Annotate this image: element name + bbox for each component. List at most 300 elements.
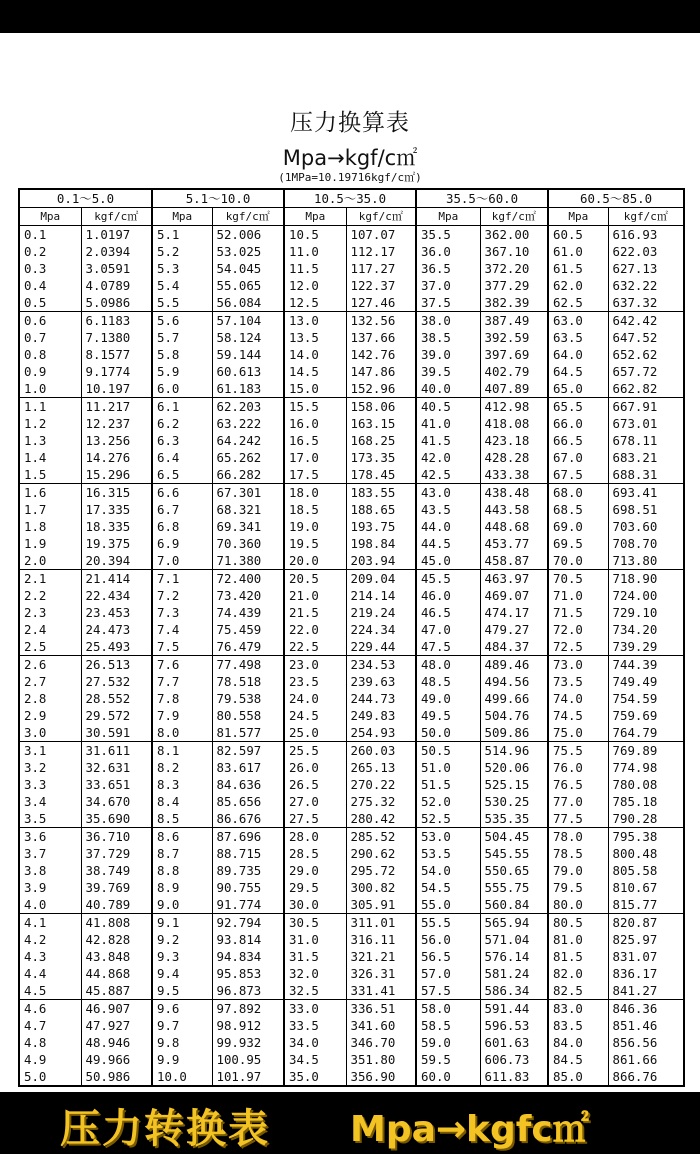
kgf-cell: 81.577 — [212, 724, 284, 742]
kgf-cell: 82.597 — [212, 742, 284, 760]
mpa-cell: 64.5 — [548, 363, 608, 380]
mpa-cell: 5.1 — [152, 226, 212, 244]
table-row — [19, 226, 684, 244]
mpa-cell: 3.4 — [19, 793, 81, 810]
kgf-cell: 280.42 — [346, 810, 416, 828]
mpa-cell: 2.1 — [19, 570, 81, 588]
kgf-cell: 48.946 — [81, 1034, 152, 1051]
mpa-cell: 2.4 — [19, 621, 81, 638]
mpa-cell: 13.5 — [284, 329, 346, 346]
mpa-cell: 3.7 — [19, 845, 81, 862]
table-row — [19, 380, 684, 398]
mpa-cell: 44.5 — [416, 535, 480, 552]
kgf-cell: 458.87 — [480, 552, 548, 570]
page-subtitle: Mpa→kgf/c㎡ — [282, 146, 418, 170]
mpa-cell: 23.0 — [284, 656, 346, 674]
table-row — [19, 931, 684, 948]
mpa-cell: 2.9 — [19, 707, 81, 724]
table-row — [19, 312, 684, 330]
kgf-cell: 627.13 — [608, 260, 684, 277]
kgf-cell: 555.75 — [480, 879, 548, 896]
mpa-cell: 0.3 — [19, 260, 81, 277]
kgf-cell: 729.10 — [608, 604, 684, 621]
kgf-cell: 800.48 — [608, 845, 684, 862]
table-row — [19, 570, 684, 588]
table-row — [19, 673, 684, 690]
range-header: 5.1～10.0 — [152, 189, 284, 208]
mpa-cell: 18.0 — [284, 484, 346, 502]
kgf-cell: 667.91 — [608, 398, 684, 416]
kgf-cell: 52.006 — [212, 226, 284, 244]
top-black-bar — [0, 0, 700, 33]
kgf-cell: 47.927 — [81, 1017, 152, 1034]
range-header-row — [19, 189, 684, 208]
mpa-cell: 17.5 — [284, 466, 346, 484]
mpa-cell: 3.6 — [19, 828, 81, 846]
kgf-cell: 596.53 — [480, 1017, 548, 1034]
mpa-cell: 2.8 — [19, 690, 81, 707]
kgf-cell: 443.58 — [480, 501, 548, 518]
banner-title: 压力转换表 — [60, 1106, 270, 1152]
kgf-cell: 428.28 — [480, 449, 548, 466]
kgf-cell: 392.59 — [480, 329, 548, 346]
mpa-cell: 48.0 — [416, 656, 480, 674]
mpa-cell: 4.8 — [19, 1034, 81, 1051]
mpa-cell: 5.3 — [152, 260, 212, 277]
conversion-table — [18, 188, 685, 1087]
kgf-cell: 41.808 — [81, 914, 152, 932]
kgf-cell: 764.79 — [608, 724, 684, 742]
mpa-cell: 21.0 — [284, 587, 346, 604]
mpa-cell: 7.7 — [152, 673, 212, 690]
mpa-cell: 7.9 — [152, 707, 212, 724]
kgf-cell: 84.636 — [212, 776, 284, 793]
kgf-cell: 362.00 — [480, 226, 548, 244]
mpa-cell: 44.0 — [416, 518, 480, 535]
kgf-cell: 198.84 — [346, 535, 416, 552]
kgf-cell: 24.473 — [81, 621, 152, 638]
mpa-cell: 11.5 — [284, 260, 346, 277]
mpa-cell: 12.5 — [284, 294, 346, 312]
mpa-cell: 6.5 — [152, 466, 212, 484]
kgf-cell: 387.49 — [480, 312, 548, 330]
kgf-cell: 815.77 — [608, 896, 684, 914]
kgf-cell: 73.420 — [212, 587, 284, 604]
mpa-cell: 61.5 — [548, 260, 608, 277]
kgf-cell: 209.04 — [346, 570, 416, 588]
mpa-cell: 4.9 — [19, 1051, 81, 1068]
kgf-cell: 63.222 — [212, 415, 284, 432]
kgf-cell: 2.0394 — [81, 243, 152, 260]
mpa-cell: 0.8 — [19, 346, 81, 363]
kgf-cell: 474.17 — [480, 604, 548, 621]
range-header: 10.5～35.0 — [284, 189, 416, 208]
kgf-cell: 780.08 — [608, 776, 684, 793]
mpa-cell: 7.8 — [152, 690, 212, 707]
mpa-cell: 41.5 — [416, 432, 480, 449]
kgf-cell: 6.1183 — [81, 312, 152, 330]
mpa-cell: 85.0 — [548, 1068, 608, 1086]
mpa-cell: 67.0 — [548, 449, 608, 466]
mpa-cell: 63.5 — [548, 329, 608, 346]
kgf-cell: 5.0986 — [81, 294, 152, 312]
kgf-cell: 91.774 — [212, 896, 284, 914]
kgf-cell: 152.96 — [346, 380, 416, 398]
kgf-cell: 19.375 — [81, 535, 152, 552]
mpa-cell: 57.5 — [416, 982, 480, 1000]
mpa-cell: 27.5 — [284, 810, 346, 828]
mpa-cell: 0.9 — [19, 363, 81, 380]
mpa-cell: 20.0 — [284, 552, 346, 570]
mpa-cell: 47.0 — [416, 621, 480, 638]
kgf-cell: 132.56 — [346, 312, 416, 330]
mpa-cell: 36.0 — [416, 243, 480, 260]
kgf-cell: 26.513 — [81, 656, 152, 674]
kgf-cell: 703.60 — [608, 518, 684, 535]
kgf-cell: 545.55 — [480, 845, 548, 862]
kgf-cell: 54.045 — [212, 260, 284, 277]
mpa-cell: 59.0 — [416, 1034, 480, 1051]
kgf-cell: 418.08 — [480, 415, 548, 432]
kgf-cell: 50.986 — [81, 1068, 152, 1086]
kgf-cell: 66.282 — [212, 466, 284, 484]
kgf-cell: 591.44 — [480, 1000, 548, 1018]
kgf-cell: 183.55 — [346, 484, 416, 502]
kgf-cell: 846.36 — [608, 1000, 684, 1018]
mpa-cell: 0.2 — [19, 243, 81, 260]
mpa-cell: 42.0 — [416, 449, 480, 466]
mpa-cell: 1.4 — [19, 449, 81, 466]
mpa-cell: 2.0 — [19, 552, 81, 570]
kgf-cell: 463.97 — [480, 570, 548, 588]
mpa-cell: 34.5 — [284, 1051, 346, 1068]
mpa-cell: 4.5 — [19, 982, 81, 1000]
mpa-cell: 13.0 — [284, 312, 346, 330]
kgf-cell: 367.10 — [480, 243, 548, 260]
mpa-cell: 79.0 — [548, 862, 608, 879]
kgf-cell: 86.676 — [212, 810, 284, 828]
kgf-cell: 632.22 — [608, 277, 684, 294]
mpa-cell: 7.6 — [152, 656, 212, 674]
kgf-cell: 805.58 — [608, 862, 684, 879]
kgf-cell: 77.498 — [212, 656, 284, 674]
mpa-cell: 72.5 — [548, 638, 608, 656]
mpa-cell: 4.4 — [19, 965, 81, 982]
kgf-cell: 831.07 — [608, 948, 684, 965]
table-row — [19, 879, 684, 896]
kgf-cell: 87.696 — [212, 828, 284, 846]
table-row — [19, 260, 684, 277]
mpa-cell: 77.0 — [548, 793, 608, 810]
mpa-cell: 0.4 — [19, 277, 81, 294]
mpa-cell: 51.5 — [416, 776, 480, 793]
mpa-cell: 4.3 — [19, 948, 81, 965]
mpa-cell: 10.5 — [284, 226, 346, 244]
unit-header-kgf: kgf/c㎡ — [346, 208, 416, 226]
kgf-cell: 744.39 — [608, 656, 684, 674]
mpa-cell: 7.1 — [152, 570, 212, 588]
mpa-cell: 9.8 — [152, 1034, 212, 1051]
mpa-cell: 46.5 — [416, 604, 480, 621]
mpa-cell: 6.4 — [152, 449, 212, 466]
table-row — [19, 1051, 684, 1068]
kgf-cell: 23.453 — [81, 604, 152, 621]
kgf-cell: 49.966 — [81, 1051, 152, 1068]
mpa-cell: 68.5 — [548, 501, 608, 518]
mpa-cell: 65.0 — [548, 380, 608, 398]
kgf-cell: 137.66 — [346, 329, 416, 346]
table-row — [19, 484, 684, 502]
mpa-cell: 30.5 — [284, 914, 346, 932]
kgf-cell: 14.276 — [81, 449, 152, 466]
kgf-cell: 861.66 — [608, 1051, 684, 1068]
range-header: 35.5～60.0 — [416, 189, 548, 208]
mpa-cell: 2.3 — [19, 604, 81, 621]
kgf-cell: 423.18 — [480, 432, 548, 449]
kgf-cell: 265.13 — [346, 759, 416, 776]
kgf-cell: 22.434 — [81, 587, 152, 604]
unit-header-kgf: kgf/c㎡ — [212, 208, 284, 226]
table-row — [19, 1034, 684, 1051]
mpa-cell: 57.0 — [416, 965, 480, 982]
mpa-cell: 34.0 — [284, 1034, 346, 1051]
banner-unit-text: Mpa→kgfc㎡ — [350, 1109, 589, 1150]
kgf-cell: 61.183 — [212, 380, 284, 398]
mpa-cell: 55.0 — [416, 896, 480, 914]
mpa-cell: 0.7 — [19, 329, 81, 346]
mpa-cell: 43.5 — [416, 501, 480, 518]
kgf-cell: 601.63 — [480, 1034, 548, 1051]
table-row — [19, 948, 684, 965]
kgf-cell: 469.07 — [480, 587, 548, 604]
mpa-cell: 20.5 — [284, 570, 346, 588]
kgf-cell: 142.76 — [346, 346, 416, 363]
mpa-cell: 74.0 — [548, 690, 608, 707]
table-body — [19, 189, 684, 1086]
kgf-cell: 774.98 — [608, 759, 684, 776]
unit-header-mpa: Mpa — [548, 208, 608, 226]
range-header: 0.1～5.0 — [19, 189, 152, 208]
kgf-cell: 127.46 — [346, 294, 416, 312]
kgf-cell: 33.651 — [81, 776, 152, 793]
mpa-cell: 9.4 — [152, 965, 212, 982]
kgf-cell: 229.44 — [346, 638, 416, 656]
mpa-cell: 24.0 — [284, 690, 346, 707]
mpa-cell: 5.4 — [152, 277, 212, 294]
mpa-cell: 26.0 — [284, 759, 346, 776]
table-row — [19, 363, 684, 380]
kgf-cell: 484.37 — [480, 638, 548, 656]
table-row — [19, 621, 684, 638]
mpa-cell: 2.7 — [19, 673, 81, 690]
mpa-cell: 24.5 — [284, 707, 346, 724]
mpa-cell: 35.0 — [284, 1068, 346, 1086]
kgf-cell: 571.04 — [480, 931, 548, 948]
mpa-cell: 60.0 — [416, 1068, 480, 1086]
kgf-cell: 678.11 — [608, 432, 684, 449]
table-row — [19, 535, 684, 552]
mpa-cell: 80.0 — [548, 896, 608, 914]
kgf-cell: 37.729 — [81, 845, 152, 862]
mpa-cell: 40.0 — [416, 380, 480, 398]
kgf-cell: 42.828 — [81, 931, 152, 948]
kgf-cell: 836.17 — [608, 965, 684, 982]
kgf-cell: 203.94 — [346, 552, 416, 570]
mpa-cell: 29.5 — [284, 879, 346, 896]
mpa-cell: 1.7 — [19, 501, 81, 518]
kgf-cell: 795.38 — [608, 828, 684, 846]
mpa-cell: 71.0 — [548, 587, 608, 604]
kgf-cell: 58.124 — [212, 329, 284, 346]
kgf-cell: 75.459 — [212, 621, 284, 638]
mpa-cell: 2.6 — [19, 656, 81, 674]
kgf-cell: 83.617 — [212, 759, 284, 776]
mpa-cell: 29.0 — [284, 862, 346, 879]
mpa-cell: 3.0 — [19, 724, 81, 742]
kgf-cell: 820.87 — [608, 914, 684, 932]
mpa-cell: 53.5 — [416, 845, 480, 862]
table-row — [19, 1017, 684, 1034]
unit-header-mpa: Mpa — [19, 208, 81, 226]
mpa-cell: 1.2 — [19, 415, 81, 432]
mpa-cell: 41.0 — [416, 415, 480, 432]
kgf-cell: 504.76 — [480, 707, 548, 724]
mpa-cell: 19.5 — [284, 535, 346, 552]
kgf-cell: 67.301 — [212, 484, 284, 502]
kgf-cell: 56.084 — [212, 294, 284, 312]
mpa-cell: 9.7 — [152, 1017, 212, 1034]
kgf-cell: 734.20 — [608, 621, 684, 638]
kgf-cell: 173.35 — [346, 449, 416, 466]
kgf-cell: 402.79 — [480, 363, 548, 380]
table-row — [19, 914, 684, 932]
kgf-cell: 13.256 — [81, 432, 152, 449]
kgf-cell: 80.558 — [212, 707, 284, 724]
page-title: 压力换算表 — [290, 110, 410, 136]
kgf-cell: 372.20 — [480, 260, 548, 277]
mpa-cell: 46.0 — [416, 587, 480, 604]
kgf-cell: 254.93 — [346, 724, 416, 742]
kgf-cell: 112.17 — [346, 243, 416, 260]
kgf-cell: 55.065 — [212, 277, 284, 294]
table-row — [19, 742, 684, 760]
kgf-cell: 79.538 — [212, 690, 284, 707]
table-row — [19, 329, 684, 346]
mpa-cell: 9.3 — [152, 948, 212, 965]
mpa-cell: 23.5 — [284, 673, 346, 690]
kgf-cell: 673.01 — [608, 415, 684, 432]
kgf-cell: 163.15 — [346, 415, 416, 432]
kgf-cell: 97.892 — [212, 1000, 284, 1018]
kgf-cell: 95.853 — [212, 965, 284, 982]
kgf-cell: 494.56 — [480, 673, 548, 690]
table-row — [19, 518, 684, 535]
kgf-cell: 311.01 — [346, 914, 416, 932]
mpa-cell: 25.0 — [284, 724, 346, 742]
kgf-cell: 15.296 — [81, 466, 152, 484]
mpa-cell: 62.0 — [548, 277, 608, 294]
mpa-cell: 15.5 — [284, 398, 346, 416]
mpa-cell: 70.0 — [548, 552, 608, 570]
kgf-cell: 275.32 — [346, 793, 416, 810]
mpa-cell: 32.0 — [284, 965, 346, 982]
table-row — [19, 449, 684, 466]
kgf-cell: 94.834 — [212, 948, 284, 965]
kgf-cell: 3.0591 — [81, 260, 152, 277]
mpa-cell: 78.0 — [548, 828, 608, 846]
kgf-cell: 489.46 — [480, 656, 548, 674]
kgf-cell: 9.1774 — [81, 363, 152, 380]
mpa-cell: 6.9 — [152, 535, 212, 552]
table-row — [19, 346, 684, 363]
mpa-cell: 42.5 — [416, 466, 480, 484]
mpa-cell: 40.5 — [416, 398, 480, 416]
kgf-cell: 285.52 — [346, 828, 416, 846]
kgf-cell: 20.394 — [81, 552, 152, 570]
kgf-cell: 35.690 — [81, 810, 152, 828]
mpa-cell: 26.5 — [284, 776, 346, 793]
mpa-cell: 16.0 — [284, 415, 346, 432]
kgf-cell: 46.907 — [81, 1000, 152, 1018]
kgf-cell: 438.48 — [480, 484, 548, 502]
kgf-cell: 412.98 — [480, 398, 548, 416]
kgf-cell: 693.41 — [608, 484, 684, 502]
kgf-cell: 851.46 — [608, 1017, 684, 1034]
mpa-cell: 21.5 — [284, 604, 346, 621]
mpa-cell: 4.7 — [19, 1017, 81, 1034]
kgf-cell: 39.769 — [81, 879, 152, 896]
kgf-cell: 326.31 — [346, 965, 416, 982]
kgf-cell: 825.97 — [608, 931, 684, 948]
kgf-cell: 8.1577 — [81, 346, 152, 363]
kgf-cell: 59.144 — [212, 346, 284, 363]
mpa-cell: 4.0 — [19, 896, 81, 914]
mpa-cell: 72.0 — [548, 621, 608, 638]
kgf-cell: 581.24 — [480, 965, 548, 982]
mpa-cell: 11.0 — [284, 243, 346, 260]
kgf-cell: 514.96 — [480, 742, 548, 760]
mpa-cell: 5.0 — [19, 1068, 81, 1086]
kgf-cell: 499.66 — [480, 690, 548, 707]
mpa-cell: 79.5 — [548, 879, 608, 896]
kgf-cell: 856.56 — [608, 1034, 684, 1051]
kgf-cell: 168.25 — [346, 432, 416, 449]
table-row — [19, 690, 684, 707]
mpa-cell: 2.5 — [19, 638, 81, 656]
kgf-cell: 356.90 — [346, 1068, 416, 1086]
table-row — [19, 466, 684, 484]
mpa-cell: 82.0 — [548, 965, 608, 982]
kgf-cell: 790.28 — [608, 810, 684, 828]
mpa-cell: 18.5 — [284, 501, 346, 518]
mpa-cell: 9.6 — [152, 1000, 212, 1018]
kgf-cell: 769.89 — [608, 742, 684, 760]
kgf-cell: 239.63 — [346, 673, 416, 690]
kgf-cell: 611.83 — [480, 1068, 548, 1086]
mpa-cell: 8.7 — [152, 845, 212, 862]
mpa-cell: 52.5 — [416, 810, 480, 828]
mpa-cell: 22.0 — [284, 621, 346, 638]
kgf-cell: 270.22 — [346, 776, 416, 793]
kgf-cell: 100.95 — [212, 1051, 284, 1068]
mpa-cell: 6.8 — [152, 518, 212, 535]
table-row — [19, 604, 684, 621]
mpa-cell: 59.5 — [416, 1051, 480, 1068]
kgf-cell: 749.49 — [608, 673, 684, 690]
unit-header-mpa: Mpa — [416, 208, 480, 226]
mpa-cell: 55.5 — [416, 914, 480, 932]
unit-header-kgf: kgf/c㎡ — [608, 208, 684, 226]
